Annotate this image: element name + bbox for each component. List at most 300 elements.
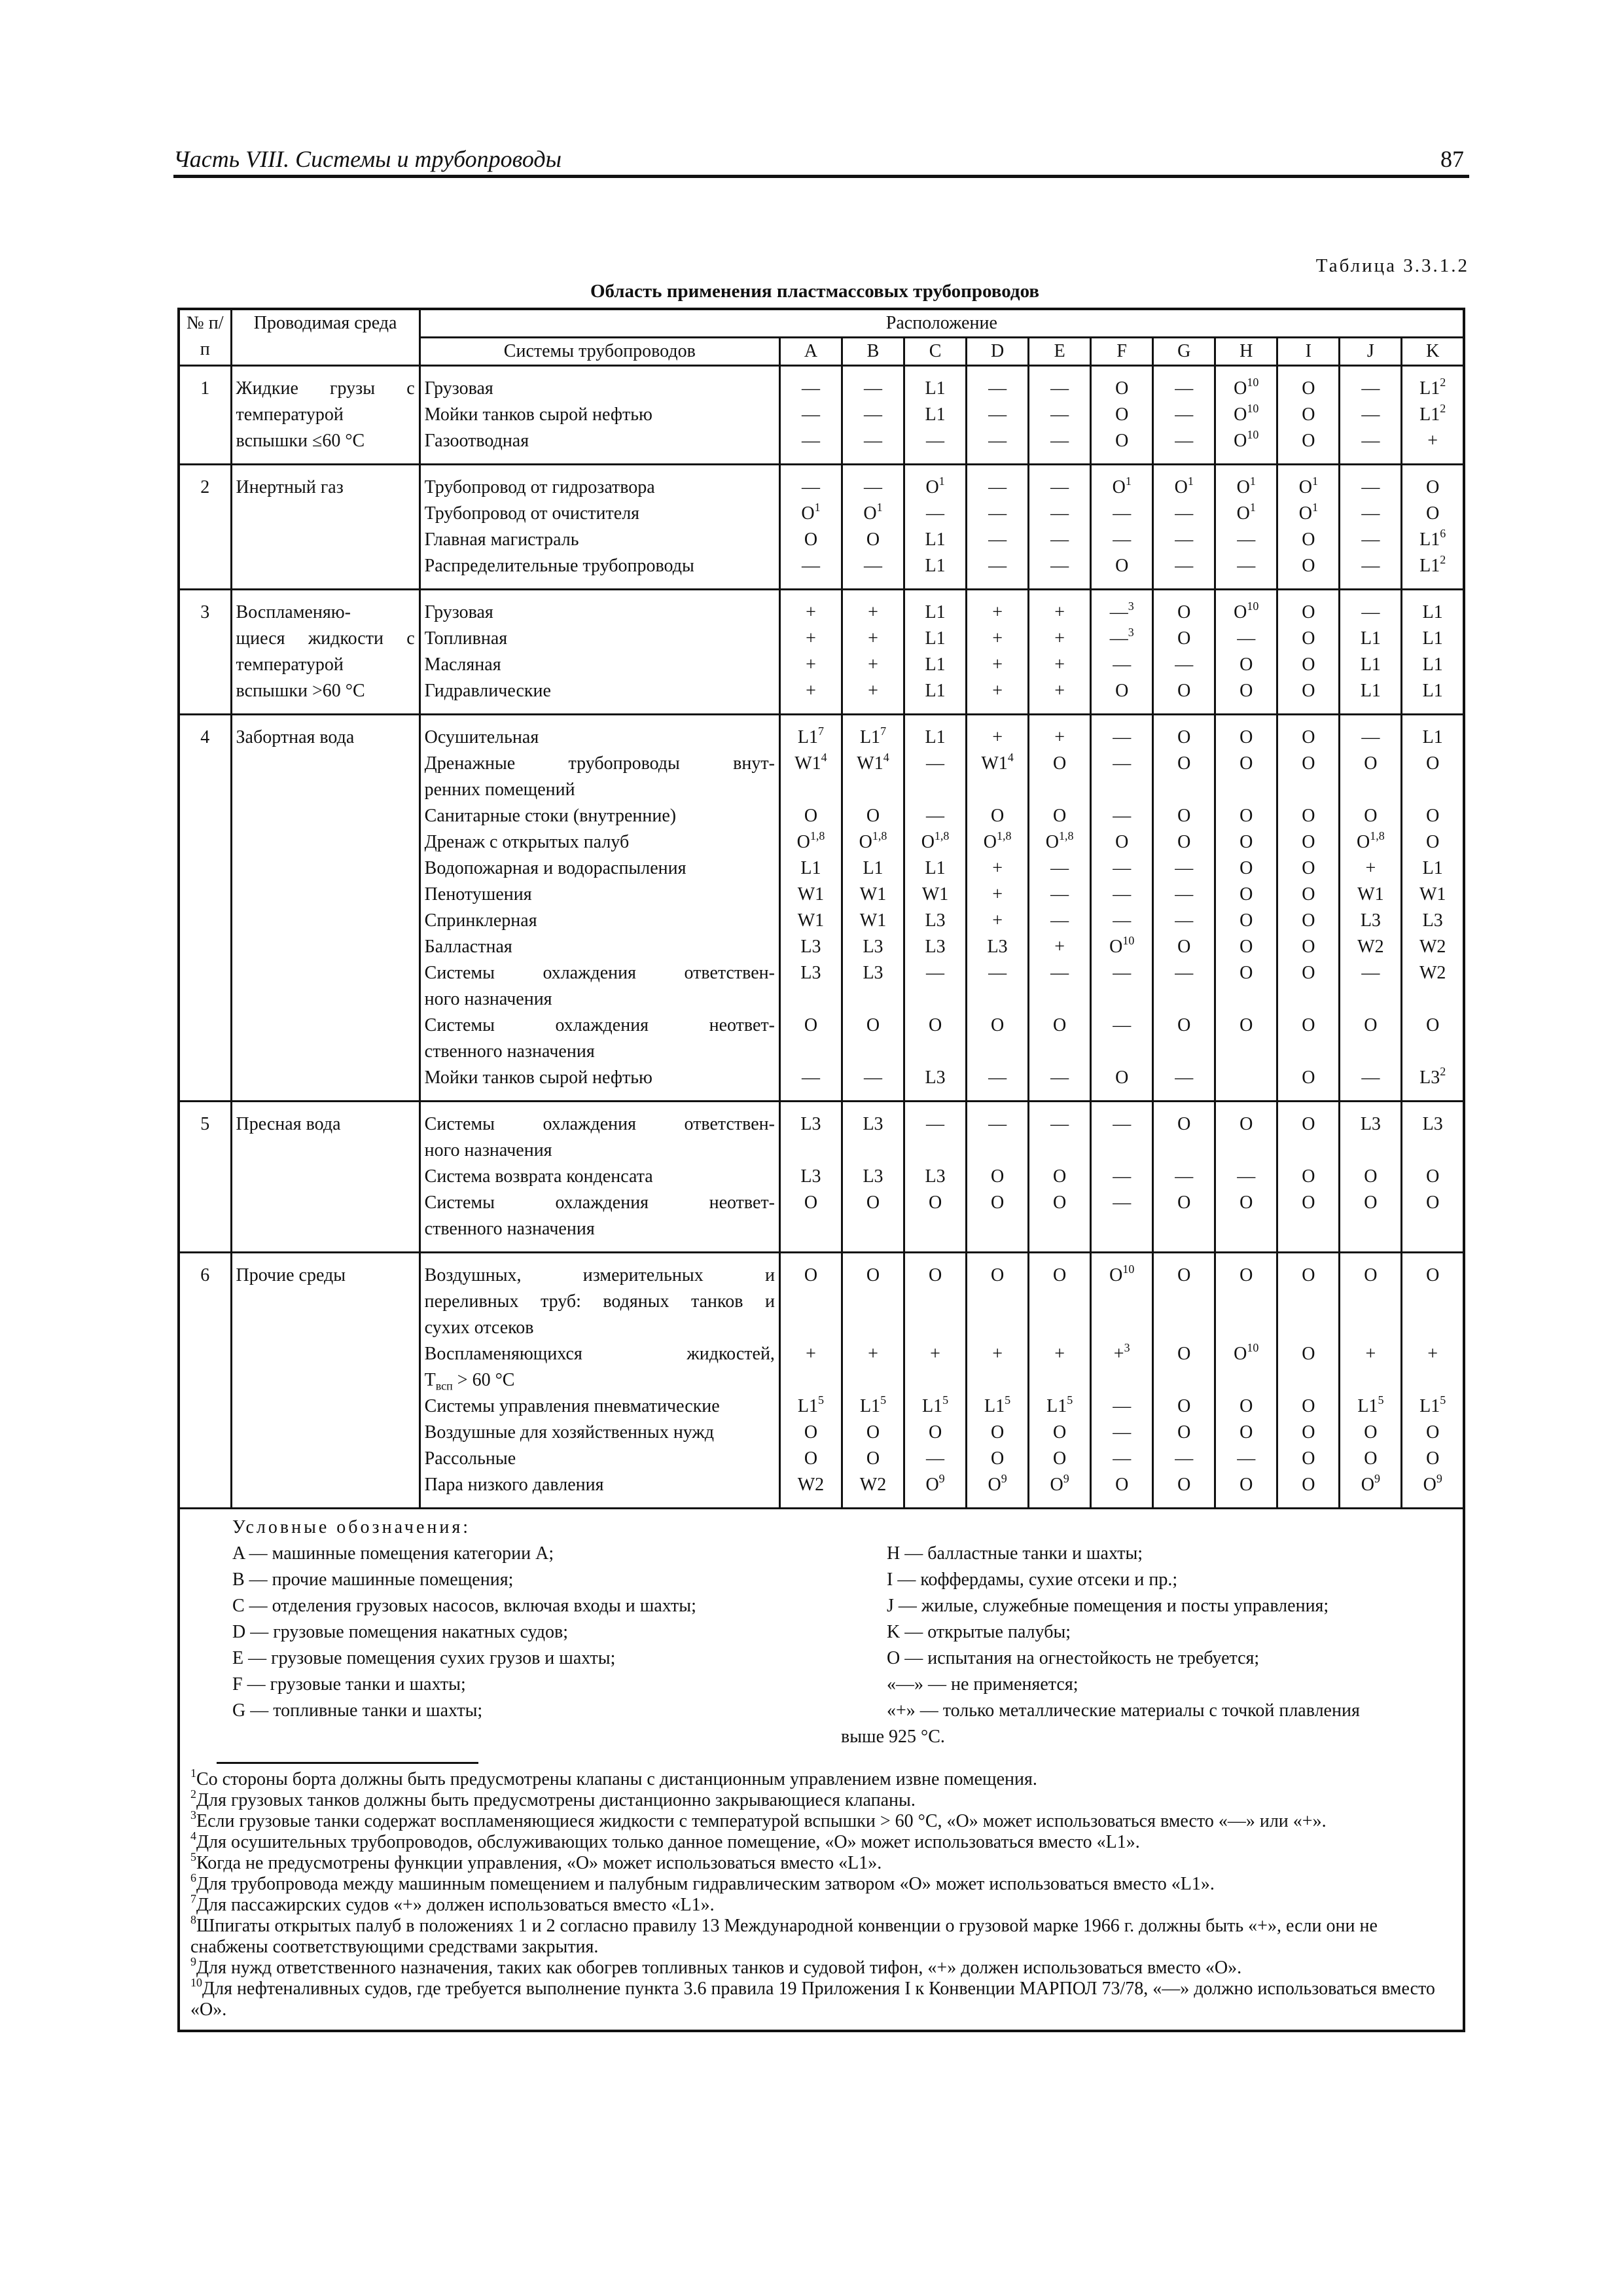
col-header-num — [179, 309, 231, 366]
values-col-h — [1215, 465, 1277, 590]
value-spacer — [847, 777, 899, 803]
value-line — [785, 1013, 837, 1039]
value-spacer — [1344, 1315, 1397, 1341]
cell-value: — — [864, 378, 882, 399]
value-spacer — [1406, 777, 1459, 803]
footnote-ref: 5 — [1440, 1393, 1446, 1407]
cell-value: L3 — [1360, 910, 1381, 931]
value-line — [1033, 725, 1086, 751]
value-line — [909, 960, 961, 986]
value-line — [847, 626, 899, 652]
value-line — [909, 1013, 961, 1039]
cell-value: O — [1053, 1422, 1067, 1443]
cell-value: O — [804, 1448, 818, 1469]
system-text: Газоотводная — [424, 431, 529, 451]
footnote-ref: 5 — [818, 1393, 825, 1407]
value-spacer — [1158, 1367, 1210, 1393]
cell-value: — — [1050, 910, 1069, 931]
medium-line — [236, 1263, 415, 1289]
footnote-ref: 10 — [1247, 375, 1259, 389]
footnote-ref: 9 — [938, 1471, 945, 1485]
cell-value: O — [859, 832, 872, 852]
group-medium — [231, 1102, 419, 1253]
value-spacer — [1406, 1138, 1459, 1164]
system-text: Балластная — [424, 937, 512, 957]
cell-value: + — [992, 910, 1003, 931]
cell-value: + — [806, 681, 816, 701]
cell-value: O — [1302, 937, 1315, 957]
value-line — [1406, 855, 1459, 882]
cell-value: — — [1050, 858, 1069, 878]
cell-value: L3 — [1419, 1067, 1440, 1088]
cell-value: O — [1177, 727, 1191, 747]
value-line — [1282, 553, 1334, 579]
group-number — [179, 465, 231, 590]
group-number — [179, 715, 231, 1102]
medium-text: Инертный газ — [236, 477, 344, 497]
footnote-text: Когда не предусмотрены функции управления, «O» может использоваться вместо «L1». — [196, 1853, 882, 1873]
footnote-text: Если грузовые танки содержат воспламеняющиеся жидкости с температурой вспышки > 60 °C, «O» может использоваться вместо «—» или «+». — [196, 1811, 1327, 1831]
medium-line — [236, 626, 415, 652]
cell-value: L3 — [863, 1166, 883, 1187]
group-number-text: 2 — [200, 477, 210, 497]
cell-value: O — [1240, 1396, 1253, 1416]
cell-value: O — [1240, 753, 1253, 774]
value-line — [785, 678, 837, 704]
cell-value: O — [1053, 1015, 1067, 1035]
cell-value: — — [1361, 378, 1380, 399]
legend-right — [841, 1541, 1463, 1750]
value-line — [1220, 882, 1272, 908]
value-spacer — [1220, 1289, 1272, 1315]
cell-value: O — [1364, 753, 1378, 774]
value-spacer — [1158, 1039, 1210, 1065]
medium-text: вспышки ≤60 °C — [236, 431, 365, 451]
legend-item — [887, 1645, 1463, 1672]
value-line — [909, 725, 961, 751]
values-col-a — [779, 715, 842, 1102]
value-line — [1282, 1420, 1334, 1446]
value-line — [1096, 1065, 1148, 1091]
values-col-d — [967, 465, 1029, 590]
system-text: Система возврата конденсата — [424, 1166, 653, 1187]
value-line — [971, 678, 1024, 704]
value-line — [1220, 1472, 1272, 1498]
cell-value: O — [925, 1475, 939, 1495]
value-line — [1220, 908, 1272, 934]
values-col-a — [779, 590, 842, 715]
value-line — [1220, 1393, 1272, 1420]
cell-value: O — [1302, 727, 1315, 747]
cell-value: L1 — [863, 858, 883, 878]
values-col-a — [779, 1253, 842, 1509]
footnote — [190, 1871, 1452, 1895]
values-col-d — [967, 715, 1029, 1102]
value-spacer — [1344, 777, 1397, 803]
footnote-number: 9 — [190, 1954, 196, 1968]
value-line — [1096, 428, 1148, 454]
value-line — [1158, 1111, 1210, 1138]
cell-value: — — [1237, 1166, 1256, 1187]
col-header-letter: G — [1177, 341, 1191, 361]
value-line — [1282, 803, 1334, 829]
cell-value: — — [1050, 884, 1069, 905]
footnote — [190, 1912, 1452, 1958]
header-rule — [173, 175, 1469, 178]
value-line — [1033, 1472, 1086, 1498]
system-line — [425, 1013, 775, 1039]
value-line — [971, 428, 1024, 454]
value-line — [1344, 1472, 1397, 1498]
legend-item — [232, 1619, 887, 1645]
value-line — [1344, 960, 1397, 986]
value-line — [1158, 376, 1210, 402]
cell-value: O — [1302, 884, 1315, 905]
col-header-j — [1340, 338, 1402, 366]
cell-value: + — [1054, 602, 1065, 622]
cell-value: L1 — [1357, 1396, 1378, 1416]
cell-value: O — [1302, 556, 1315, 576]
value-line — [1220, 934, 1272, 960]
system-text: Санитарные стоки (внутренние) — [424, 806, 677, 826]
legend-title — [232, 1515, 1463, 1541]
cell-value: O — [988, 1475, 1001, 1495]
value-line — [1096, 908, 1148, 934]
value-line — [847, 803, 899, 829]
cell-value: L1 — [922, 1396, 943, 1416]
page-number: 87 — [1440, 146, 1464, 172]
value-line — [847, 960, 899, 986]
cell-value: O — [1426, 1448, 1440, 1469]
col-header-b — [842, 338, 904, 366]
col-header-f — [1091, 338, 1153, 366]
cell-value: — — [1050, 503, 1069, 524]
cell-value: — — [1113, 858, 1132, 878]
value-line — [1096, 626, 1148, 652]
cell-value: — — [926, 1114, 945, 1134]
cell-value: + — [1054, 1344, 1065, 1364]
values-col-b — [842, 1102, 904, 1253]
cell-value: — — [1113, 1396, 1132, 1416]
system-text: Грузовая — [424, 378, 493, 399]
cell-value: O — [1426, 753, 1440, 774]
value-line — [1282, 652, 1334, 678]
cell-value: L3 — [1422, 910, 1443, 931]
cell-value: L3 — [925, 1166, 946, 1187]
cell-value: — — [1175, 1067, 1194, 1088]
value-line — [1344, 1164, 1397, 1190]
value-line — [1158, 751, 1210, 777]
value-line — [971, 626, 1024, 652]
value-line — [1220, 501, 1272, 527]
cell-value: — — [926, 1448, 945, 1469]
footnote-text: Для нужд ответственного назначения, таких как обогрев топливных танков и судовой тифон, «+» должен использоваться вместо «O». — [196, 1958, 1242, 1978]
system-text: Топливная — [424, 628, 508, 649]
value-line — [909, 652, 961, 678]
cell-value: L1 — [925, 655, 946, 675]
value-line — [1096, 1472, 1148, 1498]
system-line — [425, 777, 775, 803]
footnotes — [179, 1757, 1464, 2031]
values-col-k — [1402, 465, 1464, 590]
system-line — [425, 934, 775, 960]
cell-value: O — [1240, 1265, 1253, 1285]
system-line — [425, 1190, 775, 1216]
value-line — [1406, 829, 1459, 855]
values-col-k — [1402, 1102, 1464, 1253]
values-col-k — [1402, 715, 1464, 1102]
cell-value: — — [926, 963, 945, 983]
value-spacer — [1220, 777, 1272, 803]
system-text: ренних помещений — [424, 780, 575, 800]
value-line — [909, 475, 961, 501]
footnote-number: 10 — [190, 1975, 202, 1989]
values-col-j — [1340, 1102, 1402, 1253]
cell-value: L3 — [863, 937, 883, 957]
value-line — [1406, 751, 1459, 777]
cell-value: O — [1115, 832, 1129, 852]
value-line — [1282, 1263, 1334, 1289]
cell-value: O — [1236, 477, 1250, 497]
value-line — [971, 882, 1024, 908]
cell-value: O — [1240, 884, 1253, 905]
cell-value: L3 — [800, 937, 821, 957]
system-line — [425, 626, 775, 652]
cell-value: W1 — [859, 884, 887, 905]
value-line — [785, 1164, 837, 1190]
values-col-f — [1091, 465, 1153, 590]
cell-value: O — [1298, 477, 1312, 497]
system-line — [425, 1111, 775, 1138]
cell-value: L1 — [925, 556, 946, 576]
cell-value: — — [926, 753, 945, 774]
value-line — [1406, 1111, 1459, 1138]
group-row-6 — [179, 1253, 1464, 1509]
value-line — [1096, 725, 1148, 751]
value-line — [909, 1065, 961, 1091]
value-line — [1344, 882, 1397, 908]
value-line — [1220, 725, 1272, 751]
cell-value: O — [1177, 681, 1191, 701]
cell-value: L1 — [925, 602, 946, 622]
footnote-ref: 3 — [1128, 625, 1134, 639]
values-col-c — [904, 366, 967, 465]
value-spacer — [909, 1289, 961, 1315]
system-text: Дренажные трубопроводы внут- — [424, 753, 775, 774]
cell-value: — — [1175, 1448, 1194, 1469]
footnote-ref: 1 — [1249, 474, 1256, 488]
value-spacer — [1282, 1367, 1334, 1393]
value-line — [785, 527, 837, 553]
value-line — [785, 960, 837, 986]
legend-item-text: F — грузовые танки и шахты; — [232, 1674, 466, 1695]
value-line — [785, 1263, 837, 1289]
value-line — [1282, 475, 1334, 501]
value-spacer — [785, 1289, 837, 1315]
legend-left — [232, 1541, 887, 1750]
value-line — [1096, 855, 1148, 882]
values-col-j — [1340, 590, 1402, 715]
running-title: Часть VIII. Системы и трубопроводы — [173, 146, 562, 172]
footnote — [190, 1954, 1452, 1979]
cell-value: — — [1050, 477, 1069, 497]
footnote-ref: 4 — [821, 750, 827, 764]
medium-text: Воспламеняю- — [236, 602, 351, 622]
value-line — [971, 402, 1024, 428]
footnote-ref: 10 — [1122, 933, 1135, 947]
cell-value: W2 — [1357, 937, 1384, 957]
cell-value: L1 — [797, 727, 819, 747]
cell-value: O — [1364, 1193, 1378, 1213]
footnote — [190, 1829, 1452, 1853]
value-spacer — [1033, 986, 1086, 1013]
cell-value: O — [921, 832, 935, 852]
value-line — [909, 1393, 961, 1420]
cell-value: O — [928, 1015, 942, 1035]
value-line — [1282, 829, 1334, 855]
cell-value: O — [1302, 858, 1315, 878]
value-spacer — [1220, 1367, 1272, 1393]
value-line — [1158, 678, 1210, 704]
value-line — [1033, 600, 1086, 626]
footnote-ref: 3 — [1124, 1340, 1130, 1354]
cell-value: O — [1364, 806, 1378, 826]
legend-item — [232, 1645, 887, 1672]
col-header-letter: B — [866, 341, 880, 361]
value-line — [1220, 960, 1272, 986]
value-line — [909, 402, 961, 428]
value-line — [909, 376, 961, 402]
value-line — [1344, 1111, 1397, 1138]
cell-value: O — [1115, 556, 1129, 576]
cell-value: O — [1240, 1015, 1253, 1035]
value-line — [971, 1393, 1024, 1420]
value-spacer — [785, 1138, 837, 1164]
footnote-ref: 1 — [1249, 500, 1256, 514]
cell-value: O — [1426, 1166, 1440, 1187]
system-text: Распределительные трубопроводы — [424, 556, 694, 576]
cell-value: O — [1115, 431, 1129, 451]
cell-value: — — [1175, 858, 1194, 878]
footnote-ref: 1,8 — [810, 829, 825, 842]
value-line — [1096, 1341, 1148, 1367]
footnote-ref: 5 — [1067, 1393, 1073, 1407]
medium-line — [236, 678, 415, 704]
system-line — [425, 1289, 775, 1315]
cell-value: O — [866, 1448, 880, 1469]
value-line — [1158, 1420, 1210, 1446]
cell-value: — — [1175, 503, 1194, 524]
cell-value: L1 — [1419, 529, 1440, 550]
value-line — [1406, 376, 1459, 402]
system-line — [425, 1039, 775, 1065]
value-line — [1158, 1190, 1210, 1216]
value-line — [971, 934, 1024, 960]
cell-value: O — [1302, 1396, 1315, 1416]
cell-value: O — [1240, 1114, 1253, 1134]
col-header-letter: A — [804, 341, 818, 361]
cell-value: O — [1426, 1265, 1440, 1285]
cell-value: O — [983, 832, 997, 852]
footnote-ref: 10 — [1247, 427, 1259, 441]
legend-item-text: I — коффердамы, сухие отсеки и пр.; — [887, 1570, 1178, 1590]
value-spacer — [847, 1039, 899, 1065]
value-line — [1220, 1341, 1272, 1367]
cell-value: O — [1053, 1448, 1067, 1469]
value-line — [1406, 803, 1459, 829]
value-line — [1158, 908, 1210, 934]
cell-value: + — [1113, 1344, 1124, 1364]
system-line — [425, 1065, 775, 1091]
value-line — [909, 1341, 961, 1367]
footnote-number: 5 — [190, 1850, 196, 1863]
cell-value: — — [1113, 1448, 1132, 1469]
value-spacer — [1344, 1039, 1397, 1065]
value-line — [1158, 428, 1210, 454]
value-line — [785, 1446, 837, 1472]
value-spacer — [1406, 1216, 1459, 1242]
cell-value: O — [1177, 1422, 1191, 1443]
value-spacer — [1220, 1216, 1272, 1242]
cell-value: L3 — [800, 1166, 821, 1187]
cell-value: — — [1113, 1422, 1132, 1443]
value-line — [847, 527, 899, 553]
value-line — [847, 751, 899, 777]
value-line — [1158, 725, 1210, 751]
value-line — [1158, 553, 1210, 579]
cell-value: — — [801, 1067, 820, 1088]
cell-value: O — [804, 529, 818, 550]
system-line — [425, 402, 775, 428]
cell-value: — — [864, 556, 882, 576]
cell-value: O — [1302, 529, 1315, 550]
system-text: Водопожарная и водораспыления — [424, 858, 687, 878]
cell-value: — — [1050, 529, 1069, 550]
cell-value: L1 — [1422, 681, 1443, 701]
medium-line — [236, 1111, 415, 1138]
cell-value: — — [926, 503, 945, 524]
value-line — [1220, 527, 1272, 553]
footnote-ref: 4 — [883, 750, 889, 764]
col-header-a — [779, 338, 842, 366]
system-line — [425, 1367, 775, 1393]
footnote-number: 2 — [190, 1787, 196, 1801]
cell-value: O — [1240, 858, 1253, 878]
cell-value: O — [1234, 602, 1247, 622]
value-line — [1033, 829, 1086, 855]
col-header-e — [1029, 338, 1091, 366]
value-line — [1344, 1420, 1397, 1446]
legend-item-text: H — балластные танки и шахты; — [887, 1543, 1143, 1564]
cell-value: O — [1177, 1344, 1191, 1364]
footnote-text: Шпигаты открытых палуб в положениях 1 и 2 согласно правилу 13 Международной конвенции о грузовой марке 1966 г. должны быть «+», если они не снабжены соответствующими средствами закрытия. — [190, 1916, 1378, 1957]
footnote-text: Со стороны борта должны быть предусмотрены клапаны с дистанционным управлением извне помещения. — [196, 1769, 1037, 1789]
footnote-text: Для осушительных трубопроводов, обслуживающих только данное помещение, «O» может использоваться вместо «L1». — [196, 1832, 1140, 1852]
col-header-letter: J — [1366, 341, 1374, 361]
value-spacer — [785, 1039, 837, 1065]
value-line — [1033, 960, 1086, 986]
cell-value: O — [1302, 1114, 1315, 1134]
col-header-letter: C — [929, 341, 942, 361]
value-spacer — [1406, 1315, 1459, 1341]
values-col-d — [967, 590, 1029, 715]
values-col-i — [1277, 465, 1340, 590]
value-line — [1282, 376, 1334, 402]
value-line — [847, 501, 899, 527]
col-header-systems — [419, 338, 779, 366]
footnote-number: 4 — [190, 1829, 196, 1842]
value-line — [1406, 600, 1459, 626]
